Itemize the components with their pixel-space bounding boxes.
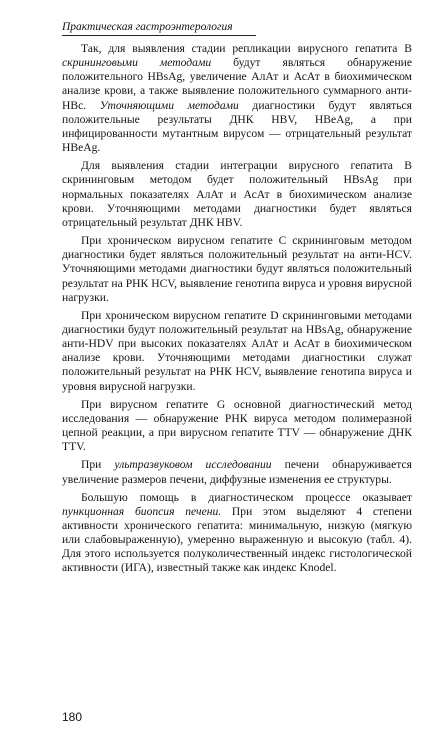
text-run: При хроническом вирусном гепатите С скрининговым методом диагностики будет являться положительный результат на анти-HCV. Уточняющими методами диагностики будут являться положительный результат на РНК HCV, выявление генотипа вируса и уровня вирусной нагрузки. xyxy=(62,234,412,304)
paragraph xyxy=(62,234,412,305)
page-number: 180 xyxy=(62,710,83,724)
text-run: печени обнаруживается увеличение размеров печени, диффузные изменения ее структуры. xyxy=(62,458,412,486)
paragraph xyxy=(62,159,412,230)
text-run: Большую помощь в диагностическом процессе оказывает xyxy=(81,490,412,504)
text-run: При вирусном гепатите G основной диагностический метод исследования — обнаружение РНК вируса методом полимеразной цепной реакции, а при вирусном гепатите TTV — обнаружение ДНК TTV. xyxy=(62,397,412,454)
italic-term: Уточняющими методами xyxy=(99,98,239,112)
book-page xyxy=(62,20,412,740)
text-run: При хроническом вирусном гепатите D скрининговыми методами диагностики будут положительный результат на HBsAg, обнаружение анти-HDV при высоких показателях АлАт и АсАт в биохимическом анализе крови. Уточняющими методами диагностики служат положительный результат на РНК HCV, выявление генотипа вируса и уровня вирусной нагрузки. xyxy=(62,308,412,393)
italic-term: пункционная биопсия печени. xyxy=(62,504,222,518)
paragraph xyxy=(62,309,412,394)
paragraph xyxy=(62,491,412,576)
text-run: При этом выделяют 4 степени активности хронического гепатита: минимальную, низкую (мягкую или слабовыраженную), умеренно выраженную и высокую (табл. 4). Для этого используется полуколичественный индекс гистологической активности (ИГА), известный также как индекс Knodel. xyxy=(62,504,412,575)
text-run: Для выявления стадии интеграции вирусного гепатита В скрининговым методом будет положительный HBsAg при нормальных показателях АлАт и АсАт в биохимическом анализе крови. Уточняющими методами диагностики будет являться отрицательный результат ДНК HBV. xyxy=(62,159,412,229)
italic-term: ультразвуковом исследовании xyxy=(114,458,272,472)
running-head: Практическая гастроэнтерология xyxy=(62,20,256,36)
text-run: будут являться обнаружение положительного HBsAg, увеличение АлАт и АсАт в биохимическом анализе крови, а также выявление положительного суммарного анти-HBc. xyxy=(62,56,412,112)
text-run: При xyxy=(81,458,115,472)
paragraph xyxy=(62,42,412,155)
text-run: диагностики будут являться положительные результаты ДНК HBV, HBeAg, а при инфицированности мутантным вирусом — отрицательный результат HBeAg. xyxy=(62,98,412,155)
body-text xyxy=(62,42,412,576)
paragraph xyxy=(62,398,412,455)
italic-term: скрининговыми методами xyxy=(62,56,212,70)
text-run: Так, для выявления стадии репликации вирусного гепатита В xyxy=(81,42,412,55)
paragraph xyxy=(62,458,412,486)
